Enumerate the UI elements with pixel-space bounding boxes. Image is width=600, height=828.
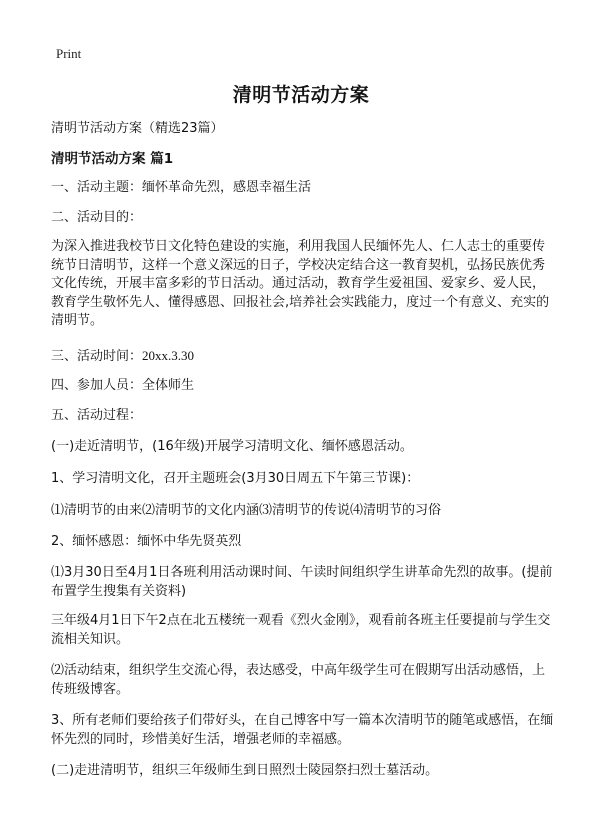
page-title: 清明节活动方案 — [232, 84, 370, 106]
step-two: (二)走进清明节，组织三年级师生到日照烈士陵园祭扫烈士墓活动。 — [51, 763, 439, 778]
print-link[interactable]: Print — [56, 46, 82, 61]
teachers-note: 3、所有老师们要给孩子们带好头，在自己博客中写一篇本次清明节的随笔或感悟，在缅怀先烈的同时，珍惜美好生活，增强老师的幸福感。 — [51, 713, 554, 747]
learn-culture: 1、学习清明文化，召开主题班会(3月30日周五下午第三节课)： — [51, 471, 420, 486]
activity-theme: 一、活动主题：缅怀革命先烈，感恩幸福生活 — [51, 180, 312, 195]
grade-three-activity: 三年级4月1日下午2点在北五楼统一观看《烈火金刚》，观看前各班主任要提前与学生交流相关知识。 — [51, 613, 551, 647]
activity-two: ⑵活动结束，组织学生交流心得，表达感受，中高年级学生可在假期写出活动感悟，上传班级博客。 — [51, 663, 546, 697]
participants: 四、参加人员：全体师生 — [51, 378, 195, 393]
activity-time-label: 三、活动时间： — [51, 349, 143, 364]
section-heading: 清明节活动方案 篇1 — [51, 151, 174, 167]
purpose-heading: 二、活动目的： — [51, 210, 143, 225]
document-subtitle: 清明节活动方案（精选23篇） — [51, 121, 224, 136]
activity-one: ⑴3月30日至4月1日各班利用活动课时间、午读时间组织学生讲革命先烈的故事。(提前布置学生搜集有关资料) — [51, 565, 553, 599]
process-heading: 五、活动过程： — [51, 408, 143, 423]
activity-time — [51, 346, 194, 367]
remember-heroes: 2、缅怀感恩：缅怀中华先贤英烈 — [51, 534, 242, 549]
culture-topics: ⑴清明节的由来⑵清明节的文化内涵⑶清明节的传说⑷清明节的习俗 — [51, 503, 442, 518]
purpose-paragraph: 为深入推进我校节日文化特色建设的实施，利用我国人民缅怀先人、仁人志士的重要传统节日清明节，这样一个意义深远的日子，学校决定结合这一教育契机，弘扬民族优秀文化传统，开展丰富多彩的节日活动。通过活动，教育学生爱祖国、爱家乡、爱人民，教育学生敬怀先人、懂得感恩、回报社会,培养社会实践能力，度过一个有意义、充实的清明节。 — [51, 239, 550, 328]
activity-time-value: 20xx.3.30 — [142, 348, 195, 363]
step-one: (一)走近清明节，(16年级)开展学习清明文化、缅怀感恩活动。 — [51, 439, 413, 454]
